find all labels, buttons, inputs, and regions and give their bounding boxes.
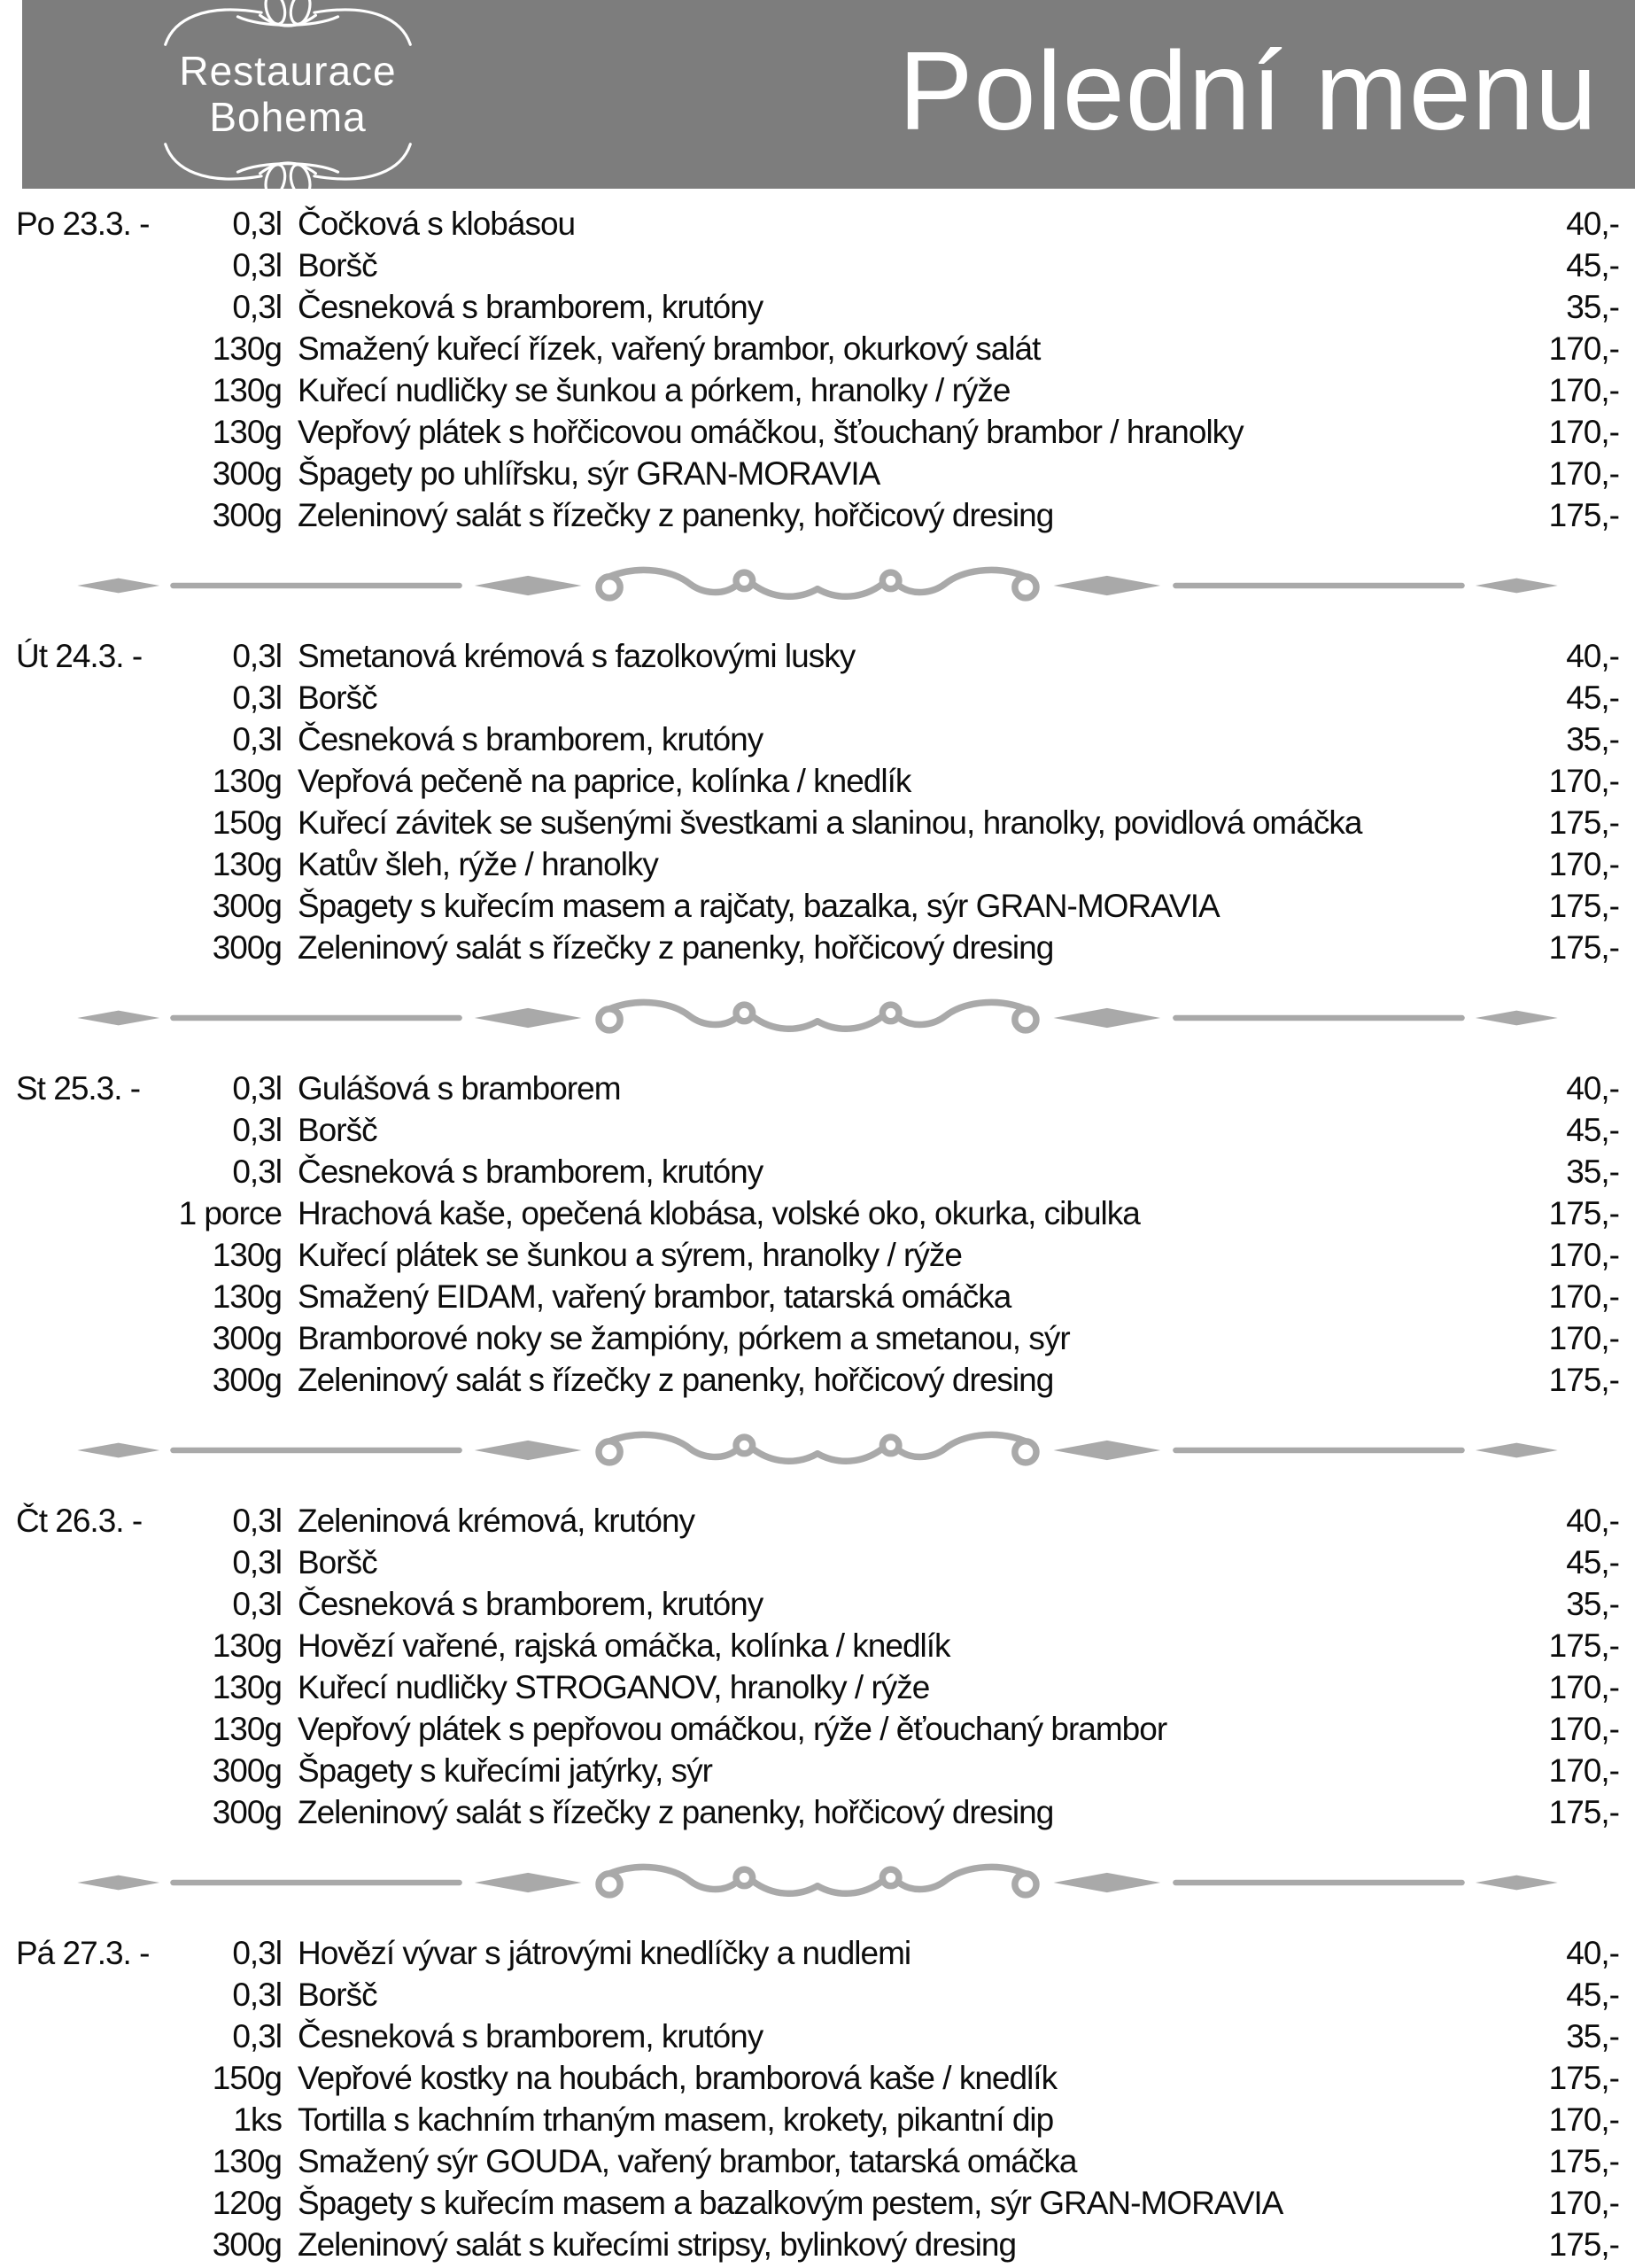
item-name: Špagety s kuřecími jatýrky, sýr bbox=[298, 1752, 712, 1789]
item-name: Bramborové noky se žampióny, pórkem a smetanou, sýr bbox=[298, 1320, 1070, 1356]
item-name: Špagety po uhlířsku, sýr GRAN-MORAVIA bbox=[298, 455, 880, 492]
item-price: 40,- bbox=[1566, 1070, 1619, 1107]
item-portion: 130g bbox=[212, 846, 282, 882]
item-name: Kuřecí nudličky STROGANOV, hranolky / rýže bbox=[298, 1669, 930, 1705]
item-name: Hrachová kaše, opečená klobása, volské oko, okurka, cibulka bbox=[298, 1195, 1140, 1231]
item-portion: 0,3l bbox=[232, 721, 282, 757]
item-price: 170,- bbox=[1548, 763, 1619, 799]
menu-item-row bbox=[175, 2057, 1619, 2099]
item-name: Česneková s bramborem, krutóny bbox=[298, 1586, 763, 1622]
item-price: 175,- bbox=[1548, 497, 1619, 533]
menu-item-row bbox=[175, 245, 1619, 286]
flourish-icon bbox=[142, 140, 434, 189]
menu-item-row bbox=[175, 411, 1619, 453]
item-portion: 0,3l bbox=[232, 638, 282, 674]
item-portion: 0,3l bbox=[232, 1112, 282, 1148]
divider-ornament-icon bbox=[16, 563, 1619, 609]
item-price: 45,- bbox=[1566, 680, 1619, 716]
day-label: Po 23.3. - bbox=[16, 206, 150, 242]
item-price: 170,- bbox=[1548, 1320, 1619, 1356]
menu-item-row bbox=[175, 1317, 1619, 1359]
item-name: Hovězí vařené, rajská omáčka, kolínka / knedlík bbox=[298, 1627, 950, 1664]
item-price: 170,- bbox=[1548, 846, 1619, 882]
day-section bbox=[16, 635, 1619, 968]
restaurant-name-line1: Restaurace bbox=[179, 47, 397, 94]
item-portion: 150g bbox=[212, 2060, 282, 2096]
section-divider bbox=[16, 1860, 1619, 1906]
item-price: 175,- bbox=[1548, 2226, 1619, 2263]
item-name: Smetanová krémová s fazolkovými lusky bbox=[298, 638, 856, 674]
item-price: 35,- bbox=[1566, 1586, 1619, 1622]
item-portion: 0,3l bbox=[232, 1977, 282, 2013]
item-price: 35,- bbox=[1566, 289, 1619, 325]
day-section bbox=[16, 1932, 1619, 2265]
item-price: 40,- bbox=[1566, 206, 1619, 242]
item-name: Vepřové kostky na houbách, bramborová kaše / knedlík bbox=[298, 2060, 1058, 2096]
item-price: 170,- bbox=[1548, 330, 1619, 367]
item-portion: 0,3l bbox=[232, 1935, 282, 1971]
item-portion: 130g bbox=[212, 763, 282, 799]
item-portion: 300g bbox=[212, 929, 282, 966]
menu-item-row bbox=[175, 2099, 1619, 2140]
item-name: Hovězí vývar s játrovými knedlíčky a nudlemi bbox=[298, 1935, 911, 1971]
item-name: Česneková s bramborem, krutóny bbox=[298, 721, 763, 757]
item-portion: 0,3l bbox=[232, 1586, 282, 1622]
item-name: Smažený kuřecí řízek, vařený brambor, okurkový salát bbox=[298, 330, 1041, 367]
item-name: Vepřová pečeně na paprice, kolínka / knedlík bbox=[298, 763, 911, 799]
item-price: 45,- bbox=[1566, 1112, 1619, 1148]
item-portion: 130g bbox=[212, 414, 282, 450]
item-price: 170,- bbox=[1548, 455, 1619, 492]
menu-item-row bbox=[175, 1151, 1619, 1192]
item-portion: 1 porce bbox=[178, 1195, 282, 1231]
item-portion: 0,3l bbox=[232, 2018, 282, 2054]
restaurant-logo bbox=[22, 0, 554, 189]
item-price: 35,- bbox=[1566, 2018, 1619, 2054]
item-name: Zeleninový salát s řízečky z panenky, hořčicový dresing bbox=[298, 497, 1054, 533]
day-label: St 25.3. - bbox=[16, 1070, 141, 1107]
item-name: Vepřový plátek s hořčicovou omáčkou, šťouchaný brambor / hranolky bbox=[298, 414, 1244, 450]
item-name: Zeleninová krémová, krutóny bbox=[298, 1503, 695, 1539]
item-price: 170,- bbox=[1548, 1278, 1619, 1315]
day-items bbox=[175, 635, 1619, 968]
item-price: 175,- bbox=[1548, 888, 1619, 924]
menu-header bbox=[22, 0, 1635, 189]
menu-item-row bbox=[175, 1625, 1619, 1666]
menu-item-row bbox=[175, 843, 1619, 885]
menu-item-row bbox=[175, 1666, 1619, 1708]
day-label: Pá 27.3. - bbox=[16, 1935, 150, 1971]
item-name: Čočková s klobásou bbox=[298, 206, 576, 242]
item-name: Špagety s kuřecím masem a bazalkovým pestem, sýr GRAN-MORAVIA bbox=[298, 2185, 1283, 2221]
item-name: Boršč bbox=[298, 1544, 377, 1581]
item-portion: 1ks bbox=[233, 2101, 282, 2138]
item-name: Tortilla s kachním trhaným masem, krokety, pikantní dip bbox=[298, 2101, 1054, 2138]
menu-item-row bbox=[175, 718, 1619, 760]
menu-item-row bbox=[175, 2016, 1619, 2057]
day-section bbox=[16, 1500, 1619, 1833]
item-portion: 120g bbox=[212, 2185, 282, 2221]
item-price: 175,- bbox=[1548, 1627, 1619, 1664]
item-portion: 0,3l bbox=[232, 206, 282, 242]
day-items bbox=[175, 1500, 1619, 1833]
day-section bbox=[16, 203, 1619, 536]
item-price: 40,- bbox=[1566, 638, 1619, 674]
menu-item-row bbox=[175, 885, 1619, 927]
day-items bbox=[175, 1068, 1619, 1401]
item-price: 170,- bbox=[1548, 1711, 1619, 1747]
item-price: 45,- bbox=[1566, 247, 1619, 284]
section-divider bbox=[16, 563, 1619, 609]
flourish-icon bbox=[142, 0, 434, 49]
menu-item-row bbox=[175, 635, 1619, 677]
item-portion: 300g bbox=[212, 1362, 282, 1398]
item-name: Katův šleh, rýže / hranolky bbox=[298, 846, 658, 882]
menu-item-row bbox=[175, 1583, 1619, 1625]
item-price: 170,- bbox=[1548, 1752, 1619, 1789]
item-portion: 0,3l bbox=[232, 1070, 282, 1107]
item-price: 40,- bbox=[1566, 1935, 1619, 1971]
item-price: 170,- bbox=[1548, 372, 1619, 408]
item-portion: 300g bbox=[212, 1320, 282, 1356]
day-label: Út 24.3. - bbox=[16, 638, 143, 674]
menu-item-row bbox=[175, 677, 1619, 718]
menu-item-row bbox=[175, 203, 1619, 245]
item-portion: 0,3l bbox=[232, 289, 282, 325]
item-portion: 0,3l bbox=[232, 1153, 282, 1190]
menu-item-row bbox=[175, 328, 1619, 369]
item-price: 170,- bbox=[1548, 2101, 1619, 2138]
menu-item-row bbox=[175, 1109, 1619, 1151]
item-name: Zeleninový salát s kuřecími stripsy, bylinkový dresing bbox=[298, 2226, 1017, 2263]
item-name: Kuřecí plátek se šunkou a sýrem, hranolky / rýže bbox=[298, 1237, 962, 1273]
menu-item-row bbox=[175, 1068, 1619, 1109]
day-items bbox=[175, 1932, 1619, 2265]
item-name: Smažený sýr GOUDA, vařený brambor, tatarská omáčka bbox=[298, 2143, 1077, 2179]
item-name: Boršč bbox=[298, 247, 377, 284]
menu-item-row bbox=[175, 2140, 1619, 2182]
menu-item-row bbox=[175, 927, 1619, 968]
item-portion: 300g bbox=[212, 497, 282, 533]
menu-item-row bbox=[175, 1359, 1619, 1401]
menu-item-row bbox=[175, 369, 1619, 411]
menu-item-row bbox=[175, 802, 1619, 843]
menu-item-row bbox=[175, 494, 1619, 536]
menu-body bbox=[0, 189, 1635, 2265]
divider-ornament-icon bbox=[16, 1427, 1619, 1473]
day-section bbox=[16, 1068, 1619, 1401]
menu-item-row bbox=[175, 1542, 1619, 1583]
item-price: 175,- bbox=[1548, 1362, 1619, 1398]
item-price: 170,- bbox=[1548, 1669, 1619, 1705]
item-portion: 130g bbox=[212, 330, 282, 367]
menu-item-row bbox=[175, 1932, 1619, 1974]
item-name: Česneková s bramborem, krutóny bbox=[298, 1153, 763, 1190]
item-portion: 130g bbox=[212, 2143, 282, 2179]
item-name: Boršč bbox=[298, 1977, 377, 2013]
item-portion: 300g bbox=[212, 2226, 282, 2263]
item-name: Kuřecí nudličky se šunkou a pórkem, hranolky / rýže bbox=[298, 372, 1011, 408]
item-portion: 130g bbox=[212, 1627, 282, 1664]
item-price: 175,- bbox=[1548, 929, 1619, 966]
item-name: Kuřecí závitek se sušenými švestkami a slaninou, hranolky, povidlová omáčka bbox=[298, 804, 1362, 841]
item-name: Boršč bbox=[298, 680, 377, 716]
item-name: Česneková s bramborem, krutóny bbox=[298, 289, 763, 325]
item-portion: 300g bbox=[212, 1794, 282, 1830]
section-divider bbox=[16, 995, 1619, 1041]
item-portion: 130g bbox=[212, 1237, 282, 1273]
item-name: Špagety s kuřecím masem a rajčaty, bazalka, sýr GRAN-MORAVIA bbox=[298, 888, 1220, 924]
item-portion: 130g bbox=[212, 372, 282, 408]
item-portion: 130g bbox=[212, 1278, 282, 1315]
item-name: Boršč bbox=[298, 1112, 377, 1148]
item-portion: 0,3l bbox=[232, 680, 282, 716]
item-portion: 300g bbox=[212, 888, 282, 924]
menu-item-row bbox=[175, 2182, 1619, 2224]
menu-item-row bbox=[175, 1791, 1619, 1833]
item-name: Zeleninový salát s řízečky z panenky, hořčicový dresing bbox=[298, 1362, 1054, 1398]
item-name: Česneková s bramborem, krutóny bbox=[298, 2018, 763, 2054]
item-name: Zeleninový salát s řízečky z panenky, hořčicový dresing bbox=[298, 1794, 1054, 1830]
divider-ornament-icon bbox=[16, 1860, 1619, 1906]
item-name: Vepřový plátek s pepřovou omáčkou, rýže / ěťouchaný brambor bbox=[298, 1711, 1167, 1747]
menu-item-row bbox=[175, 1192, 1619, 1234]
item-portion: 0,3l bbox=[232, 247, 282, 284]
menu-item-row bbox=[175, 1750, 1619, 1791]
day-label: Čt 26.3. - bbox=[16, 1503, 143, 1539]
page-title: Polední menu bbox=[898, 27, 1598, 153]
section-divider bbox=[16, 1427, 1619, 1473]
day-items bbox=[175, 203, 1619, 536]
item-price: 170,- bbox=[1548, 1237, 1619, 1273]
menu-item-row bbox=[175, 1234, 1619, 1276]
item-price: 170,- bbox=[1548, 2185, 1619, 2221]
item-price: 175,- bbox=[1548, 804, 1619, 841]
item-portion: 150g bbox=[212, 804, 282, 841]
menu-item-row bbox=[175, 286, 1619, 328]
item-price: 175,- bbox=[1548, 2060, 1619, 2096]
menu-item-row bbox=[175, 453, 1619, 494]
menu-item-row bbox=[175, 2224, 1619, 2265]
item-portion: 0,3l bbox=[232, 1544, 282, 1581]
item-portion: 300g bbox=[212, 455, 282, 492]
menu-item-row bbox=[175, 1708, 1619, 1750]
item-price: 45,- bbox=[1566, 1977, 1619, 2013]
item-price: 35,- bbox=[1566, 1153, 1619, 1190]
item-name: Smažený EIDAM, vařený brambor, tatarská omáčka bbox=[298, 1278, 1011, 1315]
item-price: 175,- bbox=[1548, 1794, 1619, 1830]
item-price: 175,- bbox=[1548, 1195, 1619, 1231]
menu-item-row bbox=[175, 1500, 1619, 1542]
menu-item-row bbox=[175, 760, 1619, 802]
item-price: 35,- bbox=[1566, 721, 1619, 757]
menu-item-row bbox=[175, 1276, 1619, 1317]
item-portion: 0,3l bbox=[232, 1503, 282, 1539]
item-portion: 130g bbox=[212, 1669, 282, 1705]
item-portion: 130g bbox=[212, 1711, 282, 1747]
item-name: Gulášová s bramborem bbox=[298, 1070, 621, 1107]
item-price: 45,- bbox=[1566, 1544, 1619, 1581]
item-price: 40,- bbox=[1566, 1503, 1619, 1539]
divider-ornament-icon bbox=[16, 995, 1619, 1041]
restaurant-name-line2: Bohema bbox=[209, 93, 367, 140]
item-name: Zeleninový salát s řízečky z panenky, hořčicový dresing bbox=[298, 929, 1054, 966]
item-price: 175,- bbox=[1548, 2143, 1619, 2179]
item-portion: 300g bbox=[212, 1752, 282, 1789]
menu-item-row bbox=[175, 1974, 1619, 2016]
item-price: 170,- bbox=[1548, 414, 1619, 450]
